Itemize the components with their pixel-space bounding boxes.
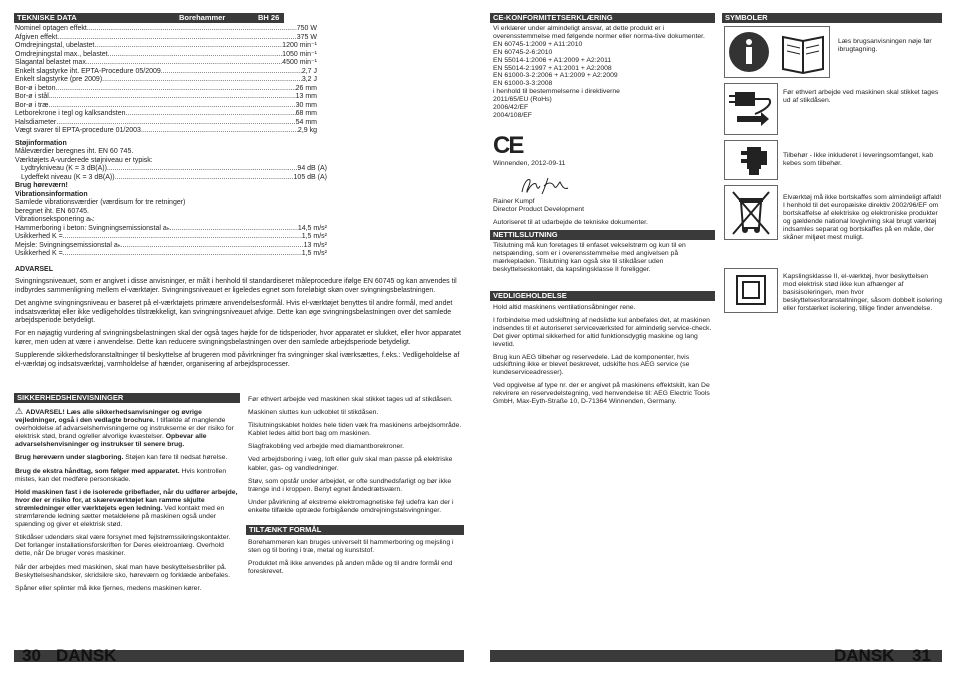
spec-value: 750 W bbox=[296, 25, 317, 32]
ce-line-8: i henhold til bestemmelserne i direktiverne bbox=[493, 88, 620, 96]
ce-line-6: EN 61000-3-2:2006 + A1:2009 + A2:2009 bbox=[493, 72, 618, 80]
spec-row bbox=[15, 119, 317, 128]
warning-triangle-icon: ⚠ bbox=[15, 406, 26, 416]
safety-text: Stikdåser udendørs skal være forsynet med fejlstrømssikringskontakter. Det forlanger installationsforskriften for Deres elektroanlæg. Overhold dette, når De bruger vores maskiner. bbox=[15, 534, 231, 558]
safety-paragraph: Slagfrakobling ved arbejde med diamantborekroner. bbox=[248, 443, 405, 451]
spec-leader bbox=[121, 242, 304, 251]
safety-paragraph bbox=[15, 534, 242, 558]
safety-text: Spåner eller splinter må ikke fjernes, medens maskinen kører. bbox=[15, 584, 202, 592]
ce-line-11: 2004/108/EF bbox=[493, 111, 532, 119]
spec-leader bbox=[115, 174, 294, 183]
spec-row bbox=[15, 51, 317, 60]
signer-title: Director Product Development bbox=[493, 205, 585, 213]
spec-label: Letborekrone i tegl og kalksandsten bbox=[15, 110, 126, 117]
spec-row bbox=[15, 127, 317, 136]
ce-line-10: 2006/42/EF bbox=[493, 104, 529, 112]
spec-value: 105 dB (A) bbox=[293, 173, 327, 181]
unplug-icon bbox=[725, 84, 777, 134]
spec-label: Usikkerhed K = bbox=[15, 233, 63, 241]
spec-value: 4500 min⁻¹ bbox=[282, 59, 317, 66]
spec-leader bbox=[56, 119, 295, 128]
intended-use-header: TILTÆNKT FORMÅL bbox=[246, 525, 464, 535]
accessory-icon bbox=[725, 141, 777, 179]
safety-paragraph: Under påvirkning af ekstreme elektromagnetiske fejl udefra kan der i enkelte tilfælde optræde forbigående omdrejningstalsvingninger. bbox=[248, 498, 454, 514]
spec-label: Afgiven effekt bbox=[15, 33, 58, 41]
spec-value: 1,5 m/s² bbox=[301, 250, 327, 258]
vibration-line-1: Samlede vibrationsværdier (værdisum for tre retninger) bbox=[15, 199, 186, 207]
advarsel-para-3: For en nøjagtig vurdering af svingningsbelastningen skal der også tages højde for de tidsperioder, hvor apparatet er slukket, eller hvor apparatet kører, men uden at være i anvendelse. Dette kan reducere svingningsbelastningen over den samlede arbejdsperiode betydeligt. bbox=[15, 330, 461, 346]
net-text: Tilslutning må kun foretages til enfaset vekselstrøm og kun til en netspænding, som er i overensstemmelse med angivelsen på mærkepladen. Tilslutning kan også ske til stikdåser uden beskyttelseskontakt, da kapslingsklasse II foreligger. bbox=[493, 242, 686, 273]
spec-row bbox=[15, 225, 327, 234]
symbol-read-manual bbox=[724, 26, 830, 78]
noise-specs bbox=[15, 165, 327, 182]
spec-row bbox=[15, 250, 327, 259]
spec-row bbox=[15, 233, 327, 242]
ce-line-5: EN 55014-2:1997 + A1:2001 + A2:2008 bbox=[493, 64, 612, 72]
spec-row bbox=[15, 242, 327, 251]
left-page-number: 30 bbox=[22, 646, 41, 665]
spec-value: 54 mm bbox=[295, 118, 317, 126]
safety-paragraph: Tilslutningskablet holdes hele tiden væk fra maskinens arbejdsområde. Kablet ledes altid bort bag om maskinen. bbox=[248, 422, 462, 438]
noise-line-2: Værktøjets A-vurderede støjniveau er typisk: bbox=[15, 156, 153, 164]
noise-section bbox=[15, 140, 327, 191]
spec-label: Omdrejningstal, ubelastet bbox=[15, 42, 95, 49]
maint-para-4: Ved opgivelse af type nr. der er angivet på maskinens effektskilt, kan De rekvirere en reservedelstegning, ved henvendelse til: AEG Electric Tools GmbH, Max-Eyth-Straße 10, D-71364 Winnenden, Germany. bbox=[493, 382, 710, 406]
spec-leader bbox=[63, 250, 302, 259]
spec-value: 1050 min⁻¹ bbox=[282, 50, 317, 58]
ce-mark-icon: CE bbox=[493, 132, 523, 159]
spec-leader bbox=[49, 93, 296, 102]
spec-leader bbox=[161, 68, 302, 77]
spec-row bbox=[15, 25, 317, 34]
symbol-unplug bbox=[724, 83, 778, 135]
spec-value: 68 mm bbox=[295, 110, 317, 117]
spec-value: 375 W bbox=[296, 33, 317, 41]
spec-label: Slagantal belastet max. bbox=[15, 59, 88, 66]
ce-text bbox=[493, 25, 713, 120]
signer-block bbox=[493, 198, 713, 226]
spec-value: 3,2 J bbox=[301, 76, 317, 83]
spec-leader bbox=[87, 25, 297, 34]
safety-column-2 bbox=[248, 396, 464, 520]
spec-value: 26 mm bbox=[295, 84, 317, 92]
left-language-label: DANSK bbox=[56, 646, 117, 665]
safety-paragraph bbox=[15, 489, 242, 529]
spec-row bbox=[21, 174, 327, 183]
safety-bold-text: Hold maskinen fast i de isolerede gribeflader, når du udfører arbejde, hvor der er risiko for, at skæreværktøjet kan ramme skjulte strømledninger eller værktøjets egen ledning. bbox=[15, 488, 238, 512]
spec-row bbox=[15, 34, 317, 43]
safety-text: Hvis kontrollen mistes, kan det medføre personskade. bbox=[15, 467, 227, 483]
safety-paragraph: Ved arbejdsboring i væg, loft eller gulv skal man passe på elektriske kabler, gas- og vandledninger. bbox=[248, 456, 453, 472]
safety-paragraph: Før ethvert arbejde ved maskinen skal stikket tages ud af stikdåsen. bbox=[248, 396, 453, 403]
right-page-number: 31 bbox=[912, 646, 931, 665]
noise-title: Støjinformation bbox=[15, 140, 67, 147]
spec-label: Usikkerhed K = bbox=[15, 250, 63, 258]
safety-bold-text: Opbevar alle advarselshenvisninger og instrukser til senere brug. bbox=[15, 433, 207, 449]
ce-line-9: 2011/65/EU (RoHs) bbox=[493, 96, 552, 104]
spec-leader bbox=[108, 51, 283, 60]
spec-label: Bor-ø i stål bbox=[15, 93, 49, 100]
spec-row bbox=[15, 42, 317, 51]
spec-label: Lydeffekt niveau (K = 3 dB(A)) bbox=[21, 173, 115, 181]
spec-leader bbox=[55, 85, 295, 94]
vibration-section bbox=[15, 191, 327, 259]
spec-leader bbox=[94, 42, 282, 51]
tech-specs-list bbox=[15, 25, 317, 136]
spec-label: Omdrejningstal max., belastet bbox=[15, 50, 108, 58]
intended-use-text bbox=[248, 539, 464, 581]
safety-text: Støjen kan føre til nedsat hørelse. bbox=[123, 454, 228, 462]
read-manual-icon bbox=[725, 27, 829, 77]
symbol-5-text: Kapslingsklasse II, el-værktøj, hvor beskyttelsen mod elektrisk stød ikke kun afhænger af basisisoleringen, men hvor beskyttelsesforanstaltninger, såsom dobbelt isolering eller forstærket isolering, tillige finder anvendelse. bbox=[783, 273, 943, 312]
spec-label: Vægt svarer til EPTA-procedure 01/2003 bbox=[15, 127, 141, 134]
spec-value: 1200 min⁻¹ bbox=[282, 42, 317, 49]
safety-paragraph bbox=[15, 564, 242, 580]
maint-para-3: Brug kun AEG tilbehør og reservedele. Lad de komponenter, hvis udskiftning ikke er blevet beskrevet, udskifte hos AEG service (se kundeserviceadresser). bbox=[493, 353, 690, 377]
spec-leader bbox=[88, 59, 282, 68]
vibration-line-2: beregnet iht. EN 60745. bbox=[15, 207, 89, 215]
symbol-1-text: Læs brugsanvisningen nøje før ibrugtagning. bbox=[838, 38, 932, 53]
spec-leader bbox=[170, 225, 298, 234]
spec-row bbox=[15, 59, 317, 68]
spec-row bbox=[21, 165, 327, 174]
spec-leader bbox=[126, 110, 296, 119]
safety-text: Når der arbejdes med maskinen, skal man have beskyttelsesbriller på. Beskyttelseshandsker, skridsikre sko, høreværn og forklæde anbefales. bbox=[15, 563, 230, 579]
vibration-line-3: Vibrationseksponering aₕ: bbox=[15, 216, 95, 224]
maint-para-1: Hold altid maskinens ventilationsåbninger rene. bbox=[493, 304, 636, 311]
spec-label: Bor-ø i træ bbox=[15, 101, 49, 109]
tech-product-label: Borehammer bbox=[179, 13, 226, 22]
ce-line-1: Vi erklærer under almindeligt ansvar, at dette produkt er i overensstemmelse med følgende normer eller norma-tive dokumenter. bbox=[493, 25, 705, 40]
tech-model-label: BH 26 LE bbox=[258, 13, 280, 32]
spec-leader bbox=[63, 233, 302, 242]
safety-text: I tilfælde af manglende overholdelse af advarselshenvisningerne og instrukserne er der risiko for elektrisk stød, brand og/eller alvorlige kvæstelser. bbox=[15, 417, 234, 441]
noise-warning: Brug høreværn! bbox=[15, 182, 68, 190]
spec-leader bbox=[48, 102, 295, 111]
symbols-header: SYMBOLER bbox=[722, 13, 942, 23]
spec-value: 14,5 m/s² bbox=[297, 224, 327, 232]
vibration-title: Vibrationsinformation bbox=[15, 191, 88, 198]
symbol-accessory bbox=[724, 140, 778, 180]
safety-paragraph bbox=[15, 468, 242, 484]
weee-bin-icon bbox=[725, 186, 777, 239]
spec-leader bbox=[102, 76, 302, 85]
safety-header: SIKKERHEDSHENVISNINGER bbox=[14, 393, 240, 403]
intended-para-2: Produktet må ikke anvendes på anden måde og til andre formål end foreskrevet. bbox=[248, 560, 453, 576]
spec-label: Enkelt slagstyrke iht. EPTA-Procedure 05/2009 bbox=[15, 67, 161, 75]
signer-name: Rainer Kumpf bbox=[493, 198, 535, 205]
spec-value: 30 mm bbox=[295, 101, 317, 109]
symbol-class-ii bbox=[724, 268, 778, 313]
spec-row bbox=[15, 110, 317, 119]
spec-label: Enkelt slagstyrke (pre 2009) bbox=[15, 76, 103, 83]
intended-para-1: Borehammeren kan bruges universelt til hammerboring og mejsling i sten og til boring i træ, metal og kunststof. bbox=[248, 539, 454, 555]
spec-value: 94 dB (A) bbox=[297, 165, 327, 173]
spec-leader bbox=[141, 127, 298, 136]
spec-row bbox=[15, 85, 317, 94]
safety-paragraph bbox=[15, 407, 242, 449]
spec-leader bbox=[57, 34, 296, 43]
spec-label: Nominel optagen effekt bbox=[15, 25, 87, 32]
safety-bold-text: ADVARSEL! Læs alle sikkerhedsanvisninger og øvrige vejledninger, også i den vedlagte brochure. bbox=[15, 409, 202, 425]
symbol-4-text: Elværktøj må ikke bortskaffes som almindeligt affald! I henhold til det europæiske direktiv 2002/96/EF om bortskaffelse af elektriske og elektroniske produkter og gældende national lovgivning skal brugt værktøj indsamles separat og bortskaffes på en måde, der skåner miljøet mest muligt. bbox=[783, 194, 942, 241]
safety-column-1 bbox=[15, 407, 242, 598]
safety-paragraph: Maskinen sluttes kun udkoblet til stikdåsen. bbox=[248, 409, 379, 417]
net-header: NETTILSLUTNING bbox=[490, 230, 715, 240]
ce-line-4: EN 55014-1:2006 + A1:2009 + A2:2011 bbox=[493, 56, 612, 64]
maintenance-header: VEDLIGEHOLDELSE bbox=[490, 291, 715, 301]
spec-label: Mejsle: Svingningsemissionstal aₕ bbox=[15, 241, 121, 249]
advarsel-title: ADVARSEL bbox=[15, 266, 53, 273]
tech-header-label: TEKNISKE DATA bbox=[17, 13, 77, 22]
spec-row bbox=[15, 93, 317, 102]
spec-label: Halsdiameter bbox=[15, 118, 57, 126]
spec-value: 2,7 J bbox=[301, 67, 317, 75]
maintenance-text bbox=[493, 304, 713, 411]
ce-line-7: EN 61000-3-3:2008 bbox=[493, 80, 553, 88]
signature-icon bbox=[518, 172, 588, 198]
safety-paragraph: Støv, som opstår under arbejdet, er ofte sundhedsfarligt og bør ikke trænge ind i kroppen. Benyt egnet åndedrætsværn. bbox=[248, 477, 452, 493]
safety-bold-text: Brug de ekstra håndtag, som følger med apparatet. bbox=[15, 467, 180, 475]
safety-bold-text: Brug høreværn under slagboring. bbox=[15, 454, 124, 462]
safety-paragraph bbox=[15, 585, 242, 593]
noise-line-1: Måleværdier beregnes iht. EN 60 745. bbox=[15, 148, 134, 156]
vibration-specs bbox=[15, 225, 327, 259]
spec-label: Hammerboring i beton: Svingningsemissionstal aₕ bbox=[15, 224, 170, 232]
safety-text: Ved kontakt med en strømførende ledning sætter metaldelene på maskinen også under spænding og giver et elektrisk stød. bbox=[15, 504, 225, 529]
spec-value: 1,5 m/s² bbox=[301, 233, 327, 241]
class-ii-icon bbox=[725, 269, 777, 312]
spec-label: Lydtrykniveau (K = 3 dB(A)) bbox=[21, 165, 107, 173]
spec-row bbox=[15, 68, 317, 77]
safety-paragraph bbox=[15, 454, 242, 462]
ce-place-date: Winnenden, 2012-09-11 bbox=[493, 160, 566, 167]
advarsel-section bbox=[15, 266, 463, 374]
symbol-3-text: Tilbehør - Ikke inkluderet i leveringsomfanget, kab kebes som tilbehør. bbox=[783, 152, 934, 167]
spec-leader bbox=[107, 165, 298, 174]
ce-line-2: EN 60745-1:2009 + A11:2010 bbox=[493, 40, 583, 48]
advarsel-para-4: Supplerende sikkerhedsforanstaltninger til beskyttelse af brugeren mod påvirkninger fra svingninger skal iværksættes, f.eks.: Vedligeholdelse af el-værktøj og indsatsværktøj, varmholdelse af hænder, organisering af arbejdsprocesser. bbox=[15, 352, 460, 368]
spec-row bbox=[15, 102, 317, 111]
spec-value: 13 m/s² bbox=[303, 241, 327, 249]
spec-label: Bor-ø i beton bbox=[15, 84, 56, 92]
spec-value: 13 mm bbox=[295, 93, 317, 100]
spec-value: 2,9 kg bbox=[297, 127, 317, 134]
symbol-weee bbox=[724, 185, 778, 240]
symbol-2-text: Før ethvert arbejde ved maskinen skal stikket tages ud af stikdåsen. bbox=[783, 89, 939, 104]
advarsel-para-2: Det angivne svingningsniveau er baseret på el-værktøjets primære anvendelsesformål. Hvis el-værktøjet benyttes til andre formål, med andet indsatsværktøj eller ikke vedligeholdes tilstrækkeligt, kan svingningsniveauet afvige. Dette kan øge svingningsbelastningen over det samlede arbejdsperiode betydeligt. bbox=[15, 300, 453, 325]
right-language-label: DANSK bbox=[834, 646, 895, 665]
spec-row bbox=[15, 76, 317, 85]
signer-authorization: Autoriseret til at udarbejde de tekniske dokumenter. bbox=[493, 218, 648, 226]
ce-header: CE-KONFORMITETSERKLÆRING bbox=[490, 13, 715, 23]
ce-line-3: EN 60745-2-6:2010 bbox=[493, 48, 553, 56]
maint-para-2: I forbindelse med udskiftning af nedslidte kul anbefales det, at maskinen indsendes til et autoriseret serviceværksted for almindelig service-check. Det giver optimal sikkerhed for altid funktionsdygtig maskine og lang levetid. bbox=[493, 316, 712, 348]
advarsel-para-1: Svingningsniveauet, som er angivet i disse anvisninger, er målt i henhold til standardiseret måleprocedure ifølge EN 60745 og kan anvendes til indbyrdes sammenligning mellem el-værktøjer. Svingningsniveauet er ligeledes egnet som foreløbigt skøn over svingningsbelastningen. bbox=[15, 278, 457, 294]
